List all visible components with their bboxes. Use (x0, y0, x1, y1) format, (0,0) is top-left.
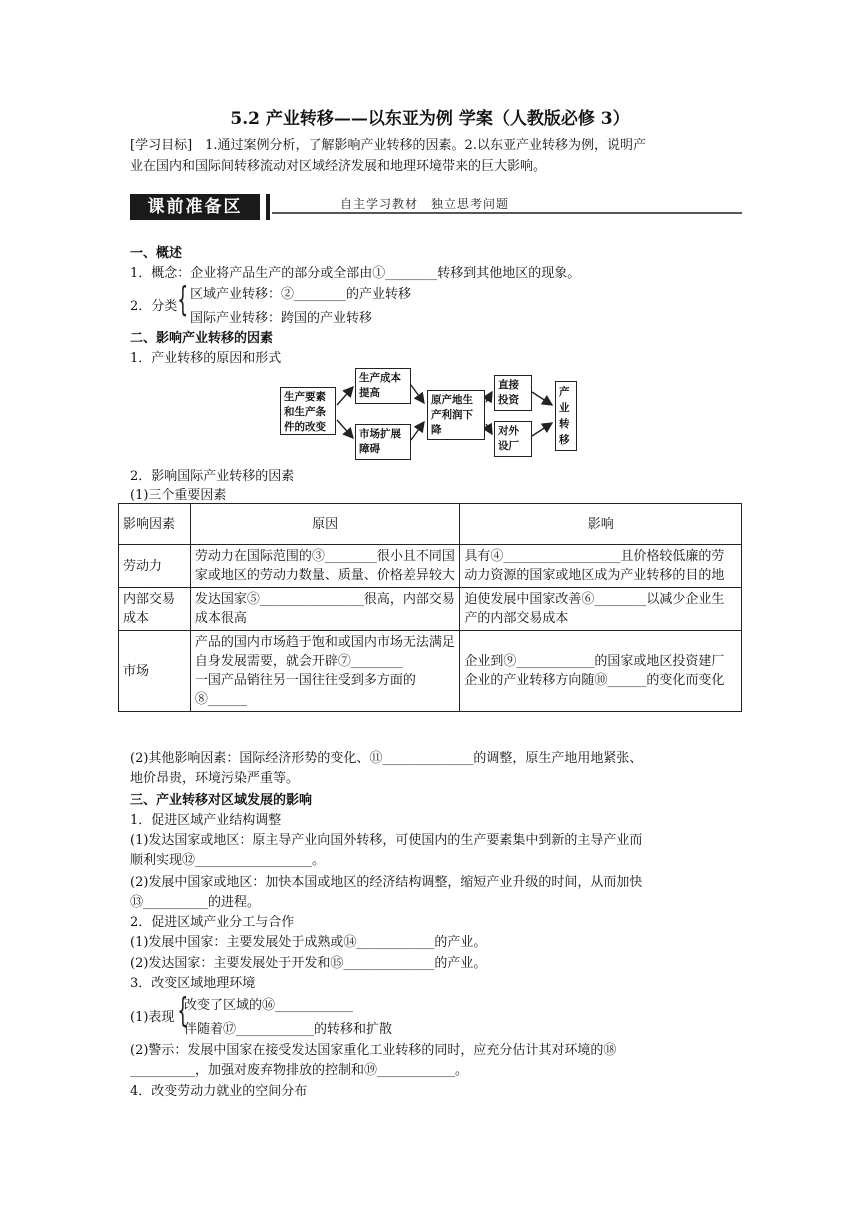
section-3-heading: 三、产业转移对区域发展的影响 (130, 793, 313, 808)
section-2-heading: 二、影响产业转移的因素 (130, 331, 274, 346)
cell-effect: 具有④__________________且价格较低廉的劳动力资源的国家或地区成为产业转移的目的地 (460, 545, 742, 588)
section-2-sub2: 2．影响国际产业转移的因素 (130, 469, 295, 484)
cell-cause-part-b: 一国产品销往另一国往往受到多方面的⑧______ (194, 673, 416, 707)
box-overseas-factory: 对外设厂 (494, 421, 532, 457)
header-effect: 影响 (460, 504, 742, 545)
box-profit-decline: 原产地生产利润下降 (427, 390, 485, 440)
cell-cause: 发达国家⑤________________很高，内部交易成本很高 (190, 588, 460, 631)
s3-p4: 4．改变劳动力就业的空间分布 (130, 1084, 308, 1099)
banner-subtitle: 自主学习教材 独立思考问题 (340, 197, 510, 211)
table-header-row (119, 504, 742, 545)
page-title: 5.2 产业转移——以东亚为例 学案（人教版必修 3） (230, 109, 630, 129)
box-direct-investment: 直接投资 (494, 375, 532, 411)
cell-effect-part-b: 企业的产业转移方向随⑩______的变化而变化 (464, 673, 725, 688)
cell-factor: 劳动力 (119, 545, 191, 588)
cell-effect: 迫使发展中国家改善⑥________以减少企业生产的内部交易成本 (460, 588, 742, 631)
objectives-line-2: 业在国内和国际间转移流动对区域经济发展和地理环境带来的巨大影响。 (130, 159, 547, 174)
s3-p1b-line-2: ⑬__________的进程。 (130, 895, 261, 910)
s3-p1b-line-1: (2)发展中国家或地区：加快本国或地区的经济结构调整，缩短产业升级的时间，从而加快 (130, 875, 643, 890)
table-row (119, 588, 742, 631)
cell-cause (190, 631, 460, 712)
cell-effect-part-a: 企业到⑨____________的国家或地区投资建厂 (464, 654, 725, 669)
classification-label: 2．分类 (130, 299, 178, 314)
s3-p1a-line-1: (1)发达国家或地区：原主导产业向国外转移，可使国内的生产要素集中到新的主导产业而 (130, 833, 643, 848)
cell-effect (460, 631, 742, 712)
classification-international: 国际产业转移：跨国的产业转移 (190, 311, 373, 326)
concept-line: 1．概念：企业将产品生产的部分或全部由①________转移到其他地区的现象。 (130, 266, 581, 281)
s3-p3a: 改变了区域的⑯____________ (184, 998, 354, 1013)
box-market-barrier: 市场扩展障碍 (355, 424, 411, 460)
box-industry-transfer: 产业转移 (555, 381, 577, 451)
s3-p3-label: (1)表现 (130, 1010, 175, 1025)
s3-p2b: (2)发达国家：主要发展处于开发和⑮______________的产业。 (130, 956, 487, 971)
banner-tag: 课前准备区 (130, 194, 260, 220)
cell-factor: 市场 (119, 631, 191, 712)
table-row (119, 545, 742, 588)
section-2-sub1: 1．产业转移的原因和形式 (130, 351, 282, 366)
other-factors-line-1: (2)其他影响因素：国际经济形势的变化、⑪______________的调整，原生产地用地紧张、 (130, 751, 643, 766)
header-factor: 影响因素 (119, 504, 191, 545)
other-factors-line-2: 地价昂贵，环境污染严重等。 (130, 771, 300, 786)
s3-p3c-line-1: (2)警示：发展中国家在接受发达国家重化工业转移的同时，应充分估计其对环境的⑱ (130, 1043, 617, 1058)
s3-p1a-line-2: 顺利实现⑫__________________。 (130, 853, 326, 868)
factors-table (118, 503, 742, 712)
objectives-line-1: [学习目标] 1.通过案例分析，了解影响产业转移的因素。2.以东亚产业转移为例，说明产 (130, 138, 646, 153)
s3-p1: 1．促进区域产业结构调整 (130, 813, 282, 828)
s3-p2: 2．促进区域产业分工与合作 (130, 915, 295, 930)
s3-p2a: (1)发展中国家：主要发展处于成熟或⑭____________的产业。 (130, 935, 487, 950)
section-2-sub2a: (1)三个重要因素 (130, 488, 227, 503)
table-row (119, 631, 742, 712)
s3-p3c-line-2: __________，加强对废弃物排放的控制和⑲____________。 (130, 1063, 469, 1078)
s3-p3: 3．改变区域地理环境 (130, 976, 256, 991)
s3-p3b: 伴随着⑰____________的转移和扩散 (184, 1022, 393, 1037)
section-1-heading: 一、概述 (130, 246, 183, 261)
box-cost-rise: 生产成本提高 (355, 368, 411, 404)
box-factor-change: 生产要素和生产条件的改变 (280, 387, 336, 435)
cell-cause: 劳动力在国际范围的③________很小且不同国家或地区的劳动力数量、质量、价格差异较大 (190, 545, 460, 588)
classification-brace: { (177, 280, 189, 320)
p3-brace: { (177, 991, 189, 1031)
cell-factor: 内部交易成本 (119, 588, 191, 631)
classification-regional: 区域产业转移：②________的产业转移 (190, 287, 412, 302)
header-cause: 原因 (190, 504, 460, 545)
cell-cause-part-a: 产品的国内市场趋于饱和或国内市场无法满足自身发展需要，就会开辟⑦________ (194, 635, 455, 669)
